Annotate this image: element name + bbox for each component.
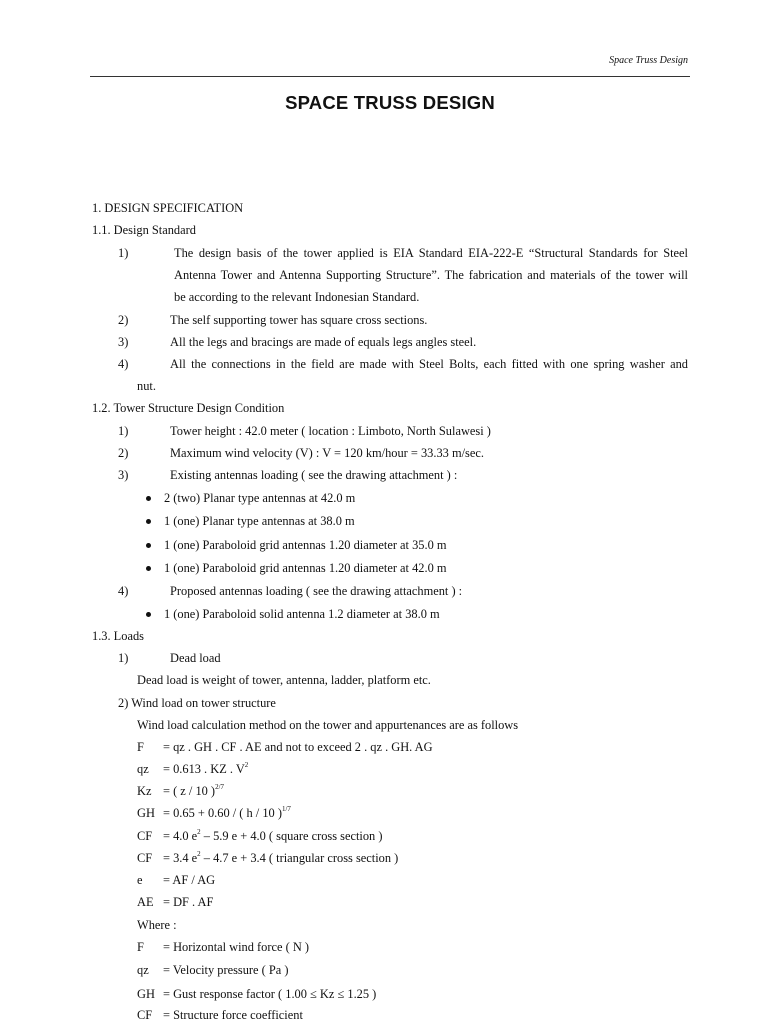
formula-symbol: F <box>137 940 144 954</box>
section-1-1-heading: 1.1. Design Standard <box>92 223 196 237</box>
item-number: 3) <box>118 335 129 349</box>
formula-symbol: CF <box>137 851 153 865</box>
item-number: 2) <box>118 313 129 327</box>
bullet-text: 2 (two) Planar type antennas at 42.0 m <box>164 491 356 505</box>
running-header: Space Truss Design <box>609 55 688 66</box>
item-text: Maximum wind velocity (V) : V = 120 km/hour = 33.33 m/sec. <box>170 446 484 460</box>
formula-symbol: CF <box>137 829 153 843</box>
definition-text: = Horizontal wind force ( N ) <box>163 940 309 954</box>
item-text: All the connections in the field are made with Steel Bolts, each fitted with one spring washer and <box>170 357 688 371</box>
formula-symbol: GH <box>137 806 155 820</box>
item-number: 1) <box>118 246 129 260</box>
formula-expression: = 4.0 $e^2 - 5.9$ e + 4.0 ( square cross section ) <box>163 828 383 843</box>
formula-symbol: Kz <box>137 784 152 798</box>
section-1-heading: 1. DESIGN SPECIFICATION <box>92 201 244 215</box>
paragraph-line: The design basis of the tower applied is EIA Standard EIA-222-E “Structural Standards for Steel <box>174 246 688 260</box>
page-title: SPACE TRUSS DESIGN <box>285 92 495 113</box>
bullet-text: 1 (one) Planar type antennas at 38.0 m <box>164 514 355 528</box>
item-number: 4) <box>118 357 129 371</box>
bullet-text: 1 (one) Paraboloid grid antennas 1.20 diameter at 42.0 m <box>164 561 447 575</box>
formula-symbol: CF <box>137 1008 153 1022</box>
formula-expression: = ( z / 10 )$^{2/7}$ <box>163 783 225 798</box>
item-text: Existing antennas loading ( see the drawing attachment ) : <box>170 468 458 482</box>
formula-symbol: qz <box>137 963 149 977</box>
bullet-text: 1 (one) Paraboloid solid antenna 1.2 diameter at 38.0 m <box>164 607 440 621</box>
item-text: Wind load calculation method on the tower and appurtenances are as follows <box>137 718 519 732</box>
formula-expression: = 0.613 . KZ . $V^2$ <box>163 761 249 776</box>
bullet-dot <box>146 566 151 571</box>
paragraph-line: Antenna Tower and Antenna Supporting Structure”. The fabrication and materials of the tower will <box>174 268 688 282</box>
bullet-dot <box>146 612 151 617</box>
item-text: Dead load <box>170 651 221 665</box>
bullet-dot <box>146 519 151 524</box>
bullet-dot <box>146 496 151 501</box>
formula-expression: = DF . AF <box>163 895 214 909</box>
paragraph-line: be according to the relevant Indonesian Standard. <box>174 290 420 304</box>
section-1-2-heading: 1.2. Tower Structure Design Condition <box>92 401 285 415</box>
formula-expression: = 3.4 $e^2 - 4.7$ e + 3.4 ( triangular cross section ) <box>163 850 399 865</box>
formula-expression: = qz . GH . CF . AE and not to exceed 2 . qz . GH. AG <box>163 740 433 754</box>
where-label: Where : <box>137 918 177 932</box>
item-text: Proposed antennas loading ( see the drawing attachment ) : <box>170 584 463 598</box>
item-number: 4) <box>118 584 129 598</box>
formula-symbol: qz <box>137 762 149 776</box>
formula-symbol: e <box>137 873 143 887</box>
item-number: 1) <box>118 424 129 438</box>
item-number: 1) <box>118 651 129 665</box>
item-number: 2) <box>118 446 129 460</box>
definition-text: = Velocity pressure ( Pa ) <box>163 963 289 977</box>
header-rule <box>90 76 690 77</box>
formula-symbol: AE <box>137 895 154 909</box>
formula-symbol: GH <box>137 987 155 1001</box>
bullet-dot <box>146 543 151 548</box>
formula-expression: = AF / AG <box>163 873 216 887</box>
definition-text: = Gust response factor ( 1.00 ≤ Kz ≤ 1.25 ) <box>163 987 377 1001</box>
item-text: Dead load is weight of tower, antenna, ladder, platform etc. <box>137 673 431 687</box>
item-text: The self supporting tower has square cross sections. <box>170 313 428 327</box>
formula-expression: = 0.65 + 0.60 / ( h / 10 )$^{1/7}$ <box>163 805 291 820</box>
item-text: All the legs and bracings are made of equals legs angles steel. <box>170 335 477 349</box>
item-text: 2) Wind load on tower structure <box>118 696 276 710</box>
bullet-text: 1 (one) Paraboloid grid antennas 1.20 diameter at 35.0 m <box>164 538 447 552</box>
definition-text: = Structure force coefficient <box>163 1008 303 1022</box>
section-1-3-heading: 1.3. Loads <box>92 629 144 643</box>
item-text-continued: nut. <box>137 379 156 393</box>
formula-symbol: F <box>137 740 144 754</box>
item-text: Tower height : 42.0 meter ( location : Limboto, North Sulawesi ) <box>170 424 491 438</box>
item-number: 3) <box>118 468 129 482</box>
